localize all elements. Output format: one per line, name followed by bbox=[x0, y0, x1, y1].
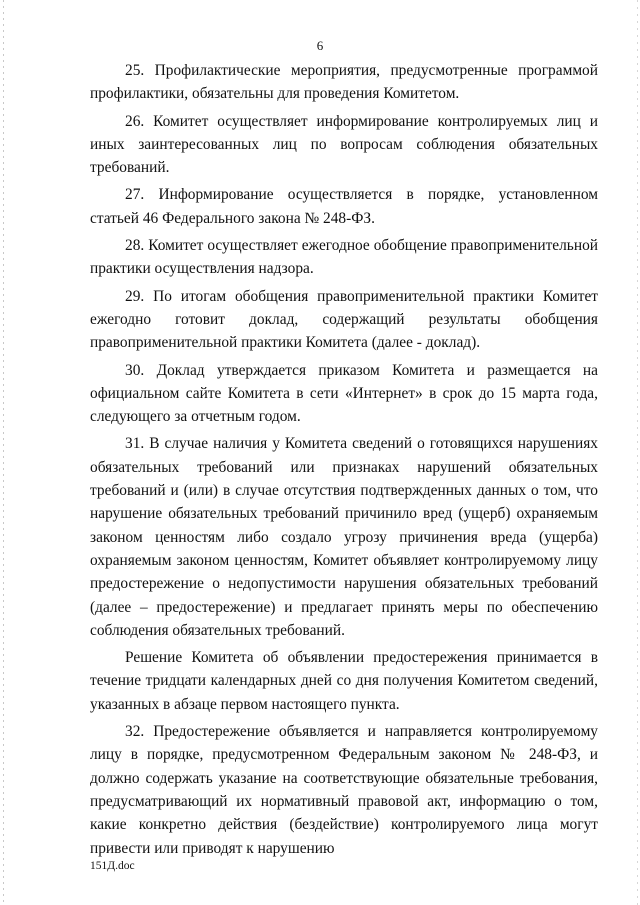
paragraph-25: 25. Профилактические мероприятия, предусмотренные программой профилактики, обязательны для проведения Комитетом. bbox=[90, 62, 598, 103]
paragraph-30: 30. Доклад утверждается приказом Комитета и размещается на официальном сайте Комитета в сети «Интернет» в срок до 15 марта года, следующего за отчетным годом. bbox=[90, 361, 598, 426]
document-body bbox=[90, 59, 598, 860]
page-number: 6 bbox=[316, 38, 324, 53]
paragraph-31: 31. В случае наличия у Комитета сведений о готовящихся нарушениях обязательных требований или признаках нарушений обязательных требований и (или) в случае отсутствия подтвержденных данных о том, что нарушение обязательных требований причинило вред (ущерб) охраняемым законом ценностям либо создало угрозу причинения вреда (ущерба) охраняемым законом ценностям, Комитет объявляет контролируемому лицу предостережение о недопустимости нарушения обязательных требований (далее – предостережение) и предлагает принять меры по обеспечению соблюдения обязательных требований. bbox=[90, 435, 598, 639]
scan-edge-right bbox=[637, 0, 638, 905]
paragraph-32: 32. Предостережение объявляется и направляется контролируемому лицу в порядке, предусмотренном Федеральным законом № 248-ФЗ, и должно содержать указание на соответствующие обязательные требования, предусматривающий их нормативный правовой акт, информацию о том, какие конкретно действия (бездействие) контролируемого лица могут привести или приводят к нарушению bbox=[90, 723, 598, 857]
paragraph-26: 26. Комитет осуществляет информирование контролируемых лиц и иных заинтересованных лиц по вопросам соблюдения обязательных требований. bbox=[90, 112, 598, 177]
paragraph-31-decision: Решение Комитета об объявлении предостережения принимается в течение тридцати календарных дней со дня получения Комитетом сведений, указанных в абзаце первом настоящего пункта. bbox=[90, 649, 598, 713]
paragraph-27: 27. Информирование осуществляется в порядке, установленном статьей 46 Федерального закона № 248-ФЗ. bbox=[90, 186, 598, 227]
paragraph-29: 29. По итогам обобщения правоприменительной практики Комитет ежегодно готовит доклад, содержащий результаты обобщения правоприменительной практики Комитета (далее - доклад). bbox=[90, 287, 598, 352]
scan-edge-left bbox=[3, 0, 4, 905]
paragraph-28: 28. Комитет осуществляет ежегодное обобщение правоприменительной практики осуществления надзора. bbox=[90, 237, 598, 278]
footer-filename: 151Д.doc bbox=[90, 860, 135, 872]
